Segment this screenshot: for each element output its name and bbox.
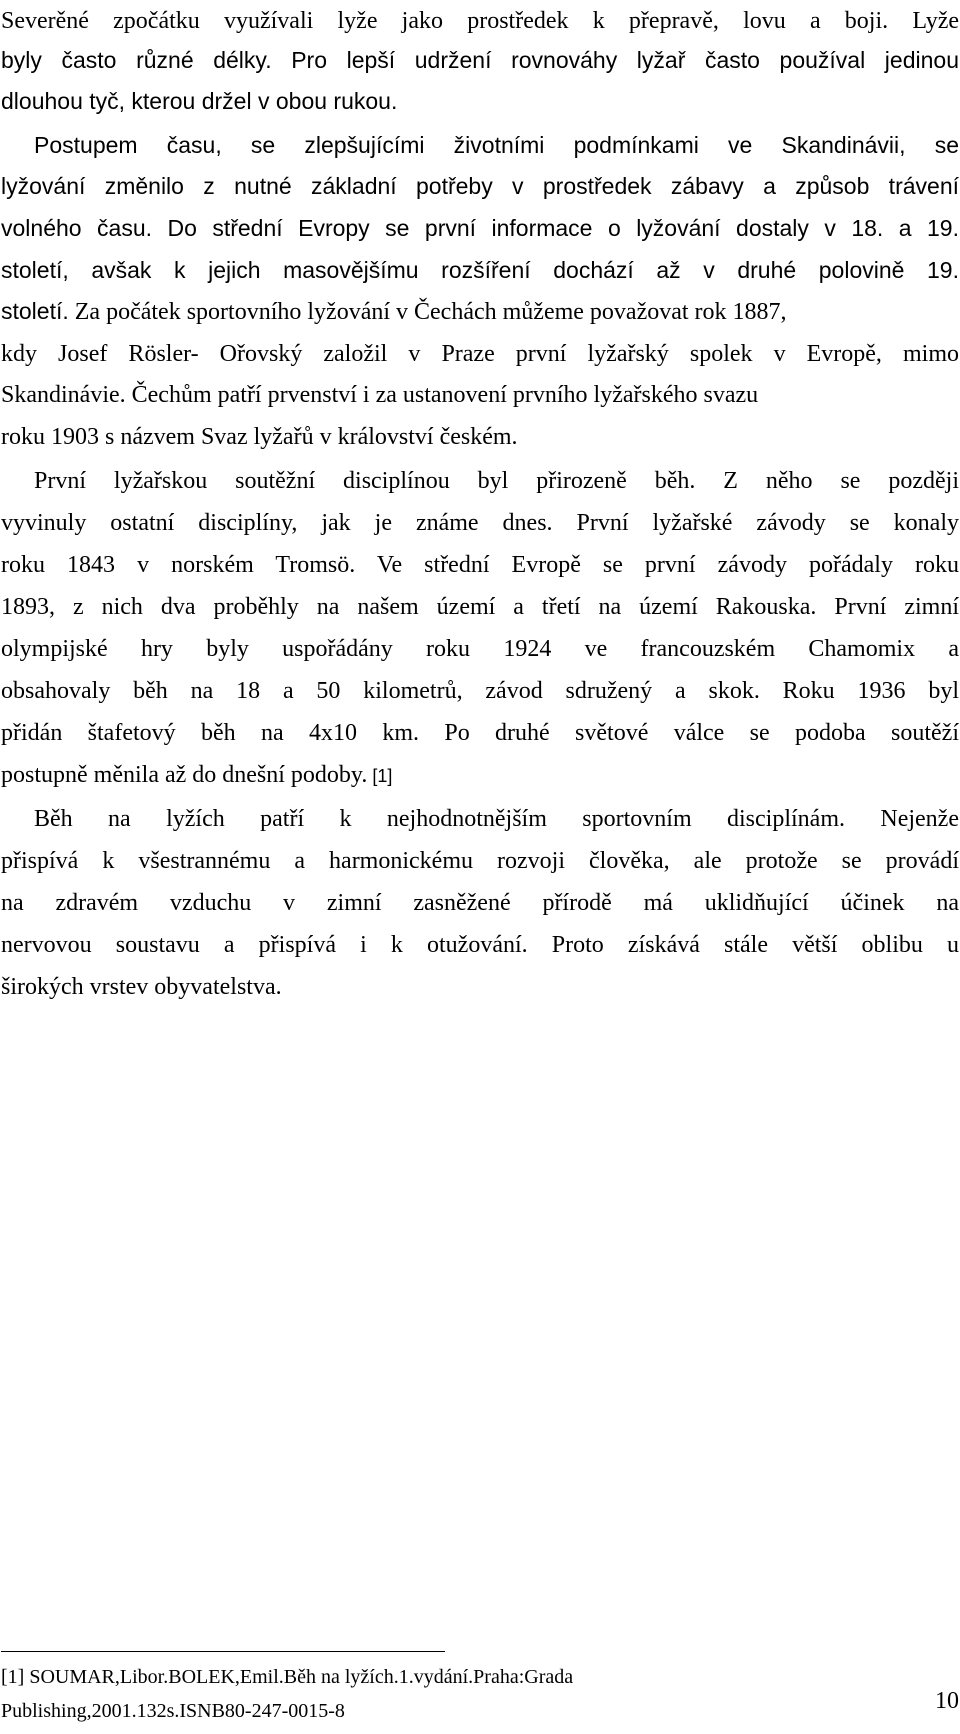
paragraph-line: přispívá k všestrannému a harmonickému rozvoji člověka, ale protože se provádí (1, 848, 959, 874)
paragraph-line: volného času. Do střední Evropy se první informace o lyžování dostaly v 18. a 19. (1, 215, 959, 241)
paragraph-line: na zdravém vzduchu v zimní zasněžené přírodě má uklidňující účinek na (1, 890, 959, 916)
paragraph-line: přidán štafetový běh na 4x10 km. Po druhé světové válce se podoba soutěží (1, 720, 959, 746)
footnote-line: [1] SOUMAR,Libor.BOLEK,Emil.Běh na lyžích.1.vydání.Praha:Grada (1, 1666, 574, 1688)
citation-reference: [1] (367, 766, 393, 786)
paragraph-line-mixed (1, 761, 959, 789)
paragraph-line: vyvinuly ostatní disciplíny, jak je známe dnes. První lyžařské závody se konaly (1, 510, 959, 536)
text-segment: postupně měnila až do dnešní podoby. (1, 762, 368, 788)
paragraph-line: roku 1843 v norském Tromsö. Ve střední Evropě se první závody pořádaly roku (1, 552, 959, 578)
paragraph-line: byly často různé délky. Pro lepší udržení rovnováhy lyžař často používal jedinou (1, 47, 959, 73)
paragraph-line: 1893, z nich dva proběhly na našem území a třetí na území Rakouska. První zimní (1, 594, 959, 620)
text-segment: Skandinávie. (1, 382, 126, 408)
footnote-separator (1, 1651, 445, 1652)
paragraph-line: Severěné zpočátku využívali lyže jako prostředek k přepravě, lovu a boji. Lyže (1, 8, 959, 34)
footnote-line: Publishing,2001.132s.ISNB80-247-0015-8 (1, 1700, 345, 1722)
paragraph-line: roku 1903 s názvem Svaz lyžařů v království českém. (1, 424, 518, 450)
paragraph-line: kdy Josef Rösler- Ořovský založil v Praze první lyžařský spolek v Evropě, mimo (1, 341, 959, 367)
paragraph-line: Běh na lyžích patří k nejhodnotnějším sportovním disciplínám. Nejenže (34, 806, 959, 832)
paragraph-line: Postupem času, se zlepšujícími životními podmínkami ve Skandinávii, se (34, 132, 959, 158)
paragraph-line: olympijské hry byly uspořádány roku 1924 ve francouzském Chamomix a (1, 636, 959, 662)
paragraph-line: První lyžařskou soutěžní disciplínou byl přirozeně běh. Z něho se později (34, 468, 959, 494)
paragraph-line: lyžování změnilo z nutné základní potřeby v prostředek zábavy a způsob trávení (1, 173, 959, 199)
text-segment: století. (1, 298, 69, 324)
paragraph-line: obsahovaly běh na 18 a 50 kilometrů, závod sdružený a skok. Roku 1936 byl (1, 678, 959, 704)
paragraph-line: dlouhou tyč, kterou držel v obou rukou. (1, 88, 398, 114)
paragraph-line-mixed (1, 297, 959, 325)
paragraph-line: století, avšak k jejich masovějšímu rozšíření dochází až v druhé polovině 19. (1, 257, 959, 283)
paragraph-line: širokých vrstev obyvatelstva. (1, 974, 282, 1000)
paragraph-line-mixed (1, 381, 959, 409)
page-number: 10 (935, 1688, 959, 1714)
text-segment: Čechům patří prvenství i za ustanovení prvního lyžařského svazu (125, 382, 759, 408)
paragraph-line: nervovou soustavu a přispívá i k otužování. Proto získává stále větší oblibu u (1, 932, 959, 958)
text-segment: Za počátek sportovního lyžování v Čechách můžeme považovat rok 1887, (68, 299, 787, 325)
